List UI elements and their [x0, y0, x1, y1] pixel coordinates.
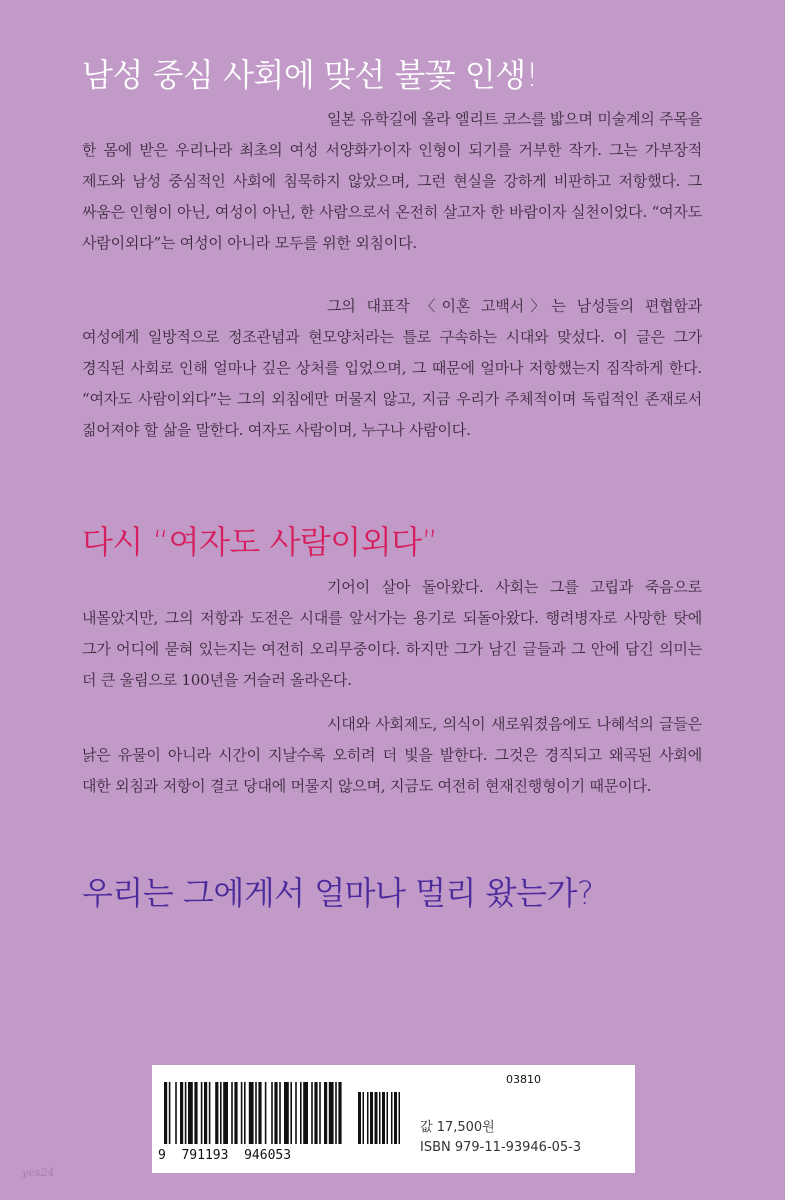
second-headline: 다시 “여자도 사람이외다”: [82, 523, 438, 561]
work-paragraph: 그의 대표작 〈이혼 고백서〉는 남성들의 편협함과 여성에게 일방적으로 정조관념과 현모양처라는 틀로 구속하는 시대와 맞섰다. 이 글은 그가 경직된 사회로 인해 얼마나 깊은 상처를 입었으며, 그 때문에 얼마나 저항했는지 짐작하게 한다. “여자도 사람이외다”는 그의 외침에만 머물지 않고, 지금 우리가 주체적이며 독립적인 존재로서 짊어져야 할 삶을 말한다. 여자도 사람이며, 누구나 사람이다.: [82, 297, 702, 439]
barcode-icon: [162, 1082, 402, 1148]
barcode-digits: 9 791193 946053: [158, 1148, 292, 1163]
closing-headline: 우리는 그에게서 얼마나 멀리 왔는가?: [82, 874, 594, 912]
addon-code: 03810: [506, 1073, 541, 1086]
isbn-label: ISBN 979-11-93946-05-3: [420, 1140, 582, 1155]
price-label: 값 17,500원: [420, 1120, 495, 1135]
main-headline: 남성 중심 사회에 맞선 불꽃 인생!: [82, 56, 539, 94]
watermark: yes24: [22, 1166, 55, 1179]
barcode-panel: [152, 1065, 635, 1173]
return-paragraph: 기어이 살아 돌아왔다. 사회는 그를 고립과 죽음으로 내몰았지만, 그의 저항과 도전은 시대를 앞서가는 용기로 되돌아왔다. 행려병자로 사망한 탓에 그가 어디에 묻혀 있는지는 여전히 오리무중이다. 하지만 그가 남긴 글들과 그 안에 담긴 의미는 더 큰 울림으로 100년을 거슬러 올라온다.: [82, 578, 702, 689]
legacy-paragraph: 시대와 사회제도, 의식이 새로워졌음에도 나혜석의 글들은 낡은 유물이 아니라 시간이 지날수록 오히려 더 빛을 발한다. 그것은 경직되고 왜곡된 사회에 대한 외침과 저항이 결코 당대에 머물지 않으며, 지금도 여전히 현재진행형이기 때문이다.: [82, 715, 702, 795]
intro-paragraph: 일본 유학길에 올라 엘리트 코스를 밟으며 미술계의 주목을 한 몸에 받은 우리나라 최초의 여성 서양화가이자 인형이 되기를 거부한 작가. 그는 가부장적 제도와 남성 중심적인 사회에 침묵하지 않았으며, 그런 현실을 강하게 비판하고 저항했다. 그 싸움은 인형이 아닌, 여성이 아닌, 한 사람으로서 온전히 살고자 한 바람이자 실천이었다. “여자도 사람이외다”는 여성이 아니라 모두를 위한 외침이다.: [82, 110, 702, 252]
